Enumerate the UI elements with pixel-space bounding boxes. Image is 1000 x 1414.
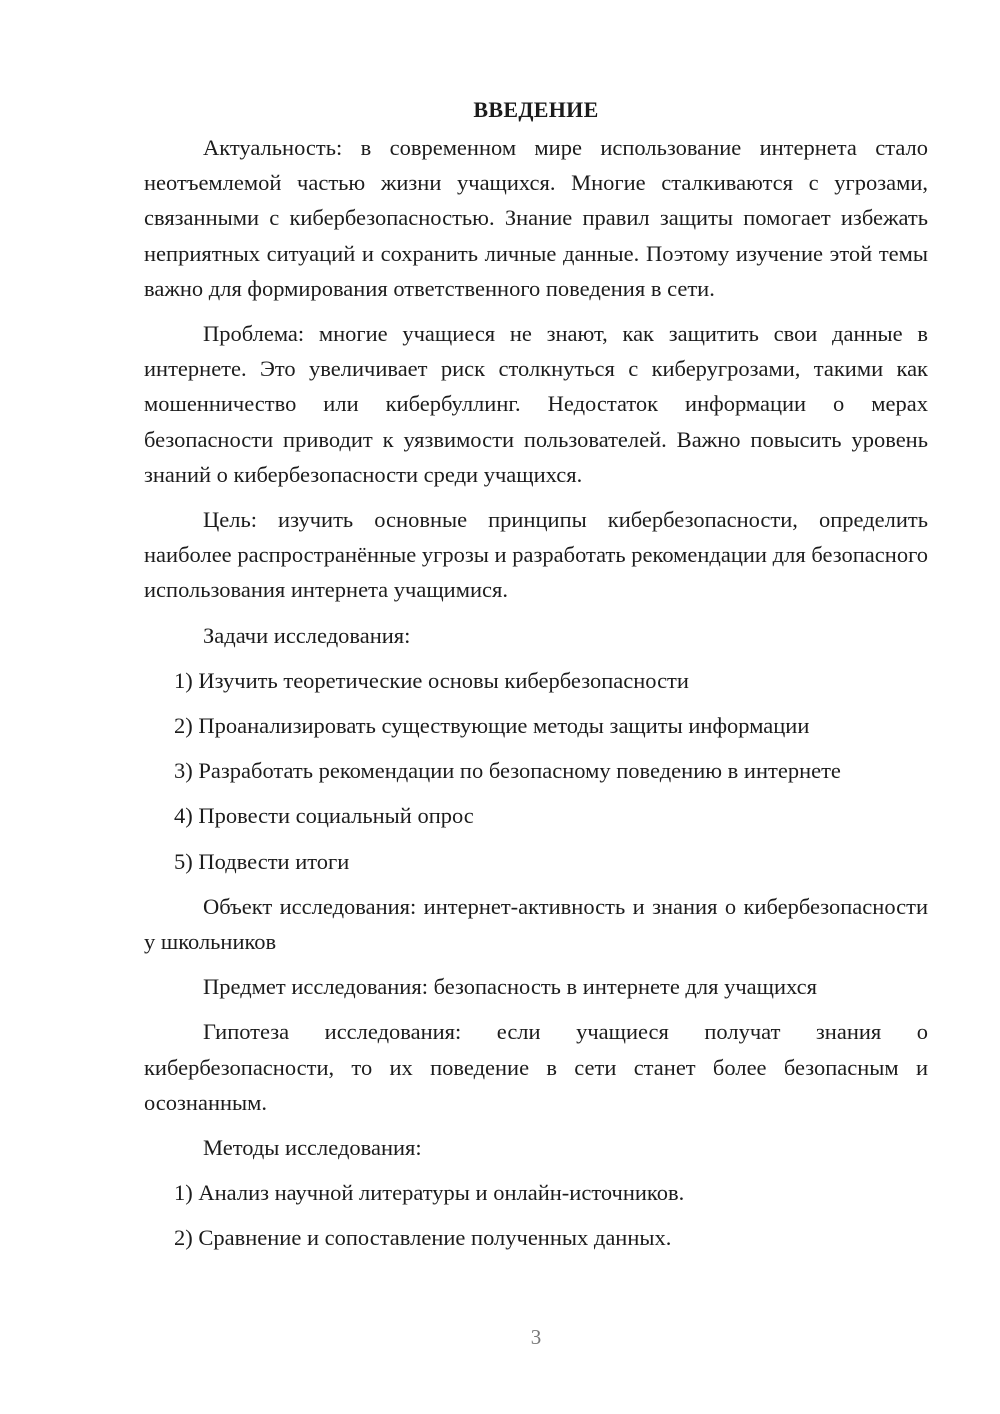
paragraph-relevance: Актуальность: в современном мире использование интернета стало неотъемлемой частью жизни учащихся. Многие сталкиваются с угрозами, связанными с кибербезопасностью. Знание правил защиты помогает избежать неприятных ситуаций и сохранить личные данные. Поэтому изучение этой темы важно для формирования ответственного поведения в сети. bbox=[144, 135, 928, 301]
paragraph-goal: Цель: изучить основные принципы кибербезопасности, определить наиболее распространённые угрозы и разработать рекомендации для безопасного использования интернета учащимися. bbox=[144, 507, 928, 603]
method-item-1: 1) Анализ научной литературы и онлайн-источников. bbox=[174, 1180, 685, 1206]
page-title: ВВЕДЕНИЕ bbox=[473, 97, 599, 122]
page-number: 3 bbox=[530, 1325, 542, 1349]
task-item-2: 2) Проанализировать существующие методы защиты информации bbox=[174, 713, 810, 739]
task-item-5: 5) Подвести итоги bbox=[174, 848, 350, 874]
task-item-3: 3) Разработать рекомендации по безопасному поведению в интернете bbox=[174, 758, 841, 784]
task-item-4: 4) Провести социальный опрос bbox=[174, 803, 474, 829]
method-item-2: 2) Сравнение и сопоставление полученных данных. bbox=[174, 1225, 672, 1251]
paragraph-object: Объект исследования: интернет-активность и знания о кибербезопасности у школьников bbox=[144, 893, 928, 955]
tasks-heading: Задачи исследования: bbox=[203, 622, 411, 648]
paragraph-hypothesis: Гипотеза исследования: если учащиеся получат знания о кибербезопасности, то их поведение в сети станет более безопасным и осознанным. bbox=[144, 1019, 928, 1115]
methods-heading: Методы исследования: bbox=[203, 1135, 422, 1161]
task-item-1: 1) Изучить теоретические основы кибербезопасности bbox=[174, 667, 689, 693]
page-content bbox=[144, 92, 928, 1266]
paragraph-problem: Проблема: многие учащиеся не знают, как защитить свои данные в интернете. Это увеличивает риск столкнуться с киберугрозами, такими как мошенничество или кибербуллинг. Недостаток информации о мерах безопасности приводит к уязвимости пользователей. Важно повысить уровень знаний о кибербезопасности среди учащихся. bbox=[144, 321, 928, 487]
paragraph-subject: Предмет исследования: безопасность в интернете для учащихся bbox=[203, 974, 817, 1000]
